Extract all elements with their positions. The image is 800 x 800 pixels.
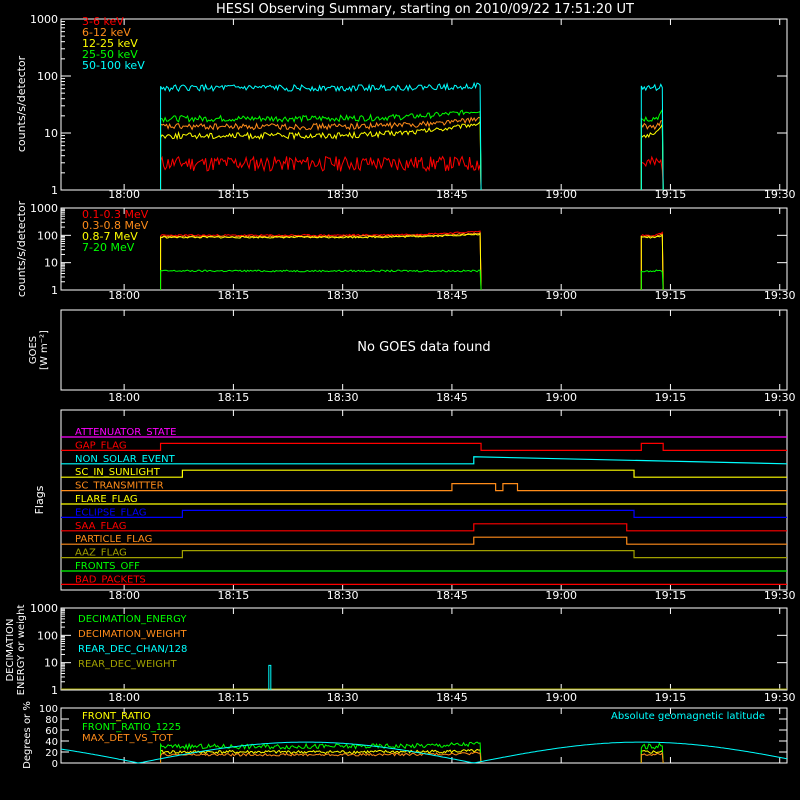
x-tick-label: 19:00 — [545, 188, 578, 201]
series-line-50-100-kev — [641, 84, 663, 190]
x-tick-label: 18:15 — [217, 289, 250, 302]
x-tick-label: 18:15 — [217, 589, 250, 602]
x-tick-label: 19:00 — [545, 589, 578, 602]
y-tick-label: 100 — [37, 629, 58, 643]
flag-line — [61, 551, 787, 558]
y-axis-label: counts/s/detector — [15, 55, 28, 153]
y-axis-label-units: [W m⁻²] — [39, 330, 50, 370]
x-tick-label: 19:15 — [654, 691, 687, 704]
panel-frame-0 — [61, 19, 787, 190]
x-tick-label: 19:15 — [654, 188, 687, 201]
legend-entry: 3-6 keV — [82, 15, 124, 28]
y-tick-label: 80 — [45, 715, 58, 726]
series-line-0-8-7-mev — [641, 235, 663, 290]
legend-entry: FRONT_RATIO — [82, 711, 151, 722]
series-line-0-1-0-3-mev — [641, 232, 663, 290]
y-tick-label: 60 — [45, 726, 58, 737]
x-tick-label: 18:15 — [217, 188, 250, 201]
flag-label: NON_SOLAR_EVENT — [75, 453, 175, 465]
flag-line — [61, 443, 787, 450]
series-line-7-20-mev — [161, 270, 482, 290]
series-line-7-20-mev — [641, 270, 663, 290]
x-tick-label: 19:30 — [763, 188, 796, 201]
y-tick-label: 1 — [51, 684, 58, 697]
y-axis-label: GOES — [28, 335, 39, 365]
x-tick-label: 18:45 — [436, 289, 468, 302]
legend-entry: REAR_DEC_WEIGHT — [78, 659, 177, 670]
y-tick-label: 10 — [44, 656, 58, 670]
y-tick-label: 10 — [44, 127, 58, 140]
series-line-max-det-vs-tot — [641, 753, 663, 763]
y-tick-label: 20 — [45, 748, 58, 759]
axes — [30, 13, 796, 770]
y-tick-label: 1 — [51, 284, 58, 297]
flag-line — [61, 470, 787, 477]
annotation-geomagnetic-latitude: Absolute geomagnetic latitude — [611, 711, 765, 722]
legend-entry: REAR_DEC_CHAN/128 — [78, 644, 188, 655]
flag-label: FLARE_FLAG — [75, 494, 138, 505]
y-axis-label: DECIMATION — [5, 618, 16, 682]
x-tick-label: 19:15 — [654, 589, 687, 602]
legend-entry: 50-100 keV — [82, 59, 145, 72]
x-tick-label: 18:00 — [108, 391, 140, 404]
x-tick-label: 19:15 — [654, 391, 687, 404]
x-tick-label: 19:30 — [763, 691, 796, 704]
x-tick-label: 18:30 — [326, 188, 359, 201]
legend-entry: 0.8-7 MeV — [82, 230, 138, 243]
series-line-0-3-0-8-mev — [641, 234, 663, 290]
series-line-25-50-kev — [641, 110, 663, 190]
y-axis-label: counts/s/detector — [15, 200, 28, 298]
legend-entry: 25-50 keV — [82, 48, 138, 61]
flag-label: AAZ_FLAG — [75, 547, 127, 559]
figure-title: HESSI Observing Summary, starting on 2010/09/22 17:51:20 UT — [216, 2, 634, 17]
x-tick-label: 19:30 — [763, 289, 796, 302]
flag-line — [61, 510, 787, 517]
series-line-3-6-kev — [641, 157, 663, 190]
x-tick-label: 19:30 — [763, 391, 796, 404]
series-line-6-12-kev — [641, 121, 663, 190]
flag-label: SC_IN_SUNLIGHT — [75, 467, 160, 479]
x-tick-label: 19:15 — [654, 289, 687, 302]
x-tick-label: 18:00 — [108, 691, 140, 704]
legend-entry: DECIMATION_WEIGHT — [78, 629, 187, 640]
y-tick-label: 1000 — [30, 602, 58, 615]
y-axis-label: Degrees or % — [22, 701, 33, 769]
flag-line — [61, 537, 787, 544]
legend-entry: 0.3-0.8 MeV — [82, 219, 149, 232]
legend-entry: 7-20 MeV — [82, 241, 135, 254]
series-line-0-1-0-3-mev — [161, 231, 482, 290]
legend-entry: MAX_DET_VS_TOT — [82, 733, 173, 744]
x-tick-label: 18:30 — [326, 589, 359, 602]
y-tick-label: 10 — [44, 256, 58, 270]
x-tick-label: 19:00 — [545, 691, 578, 704]
flag-label: GAP_FLAG — [75, 440, 127, 452]
legend-entry: 0.1-0.3 MeV — [82, 208, 149, 221]
legend-entry: FRONT_RATIO_1225 — [82, 722, 182, 733]
y-tick-label: 1 — [51, 184, 58, 197]
series-line-6-12-kev — [161, 117, 482, 190]
series-line-rear-dec-chan — [269, 665, 271, 690]
series-line-front-ratio — [641, 751, 663, 764]
y-tick-label: 100 — [37, 70, 58, 83]
y-axis-label-2: ENERGY or weight — [16, 604, 27, 696]
flag-label: ECLIPSE_FLAG — [75, 507, 147, 519]
x-tick-label: 18:45 — [436, 589, 468, 602]
flag-label: PARTICLE_FLAG — [75, 534, 153, 546]
x-tick-label: 18:00 — [108, 188, 140, 201]
goes-no-data-message: No GOES data found — [357, 340, 491, 355]
y-tick-label: 100 — [38, 704, 58, 715]
x-tick-label: 18:45 — [436, 188, 468, 201]
x-tick-label: 18:00 — [108, 289, 140, 302]
series-line-25-50-kev — [161, 110, 482, 190]
x-tick-label: 18:15 — [217, 391, 250, 404]
x-tick-label: 19:00 — [545, 391, 578, 404]
legend-entry: 12-25 keV — [82, 37, 138, 50]
series-line-max-det-vs-tot — [161, 752, 482, 763]
series-line-0-8-7-mev — [161, 234, 482, 290]
series-line-3-6-kev — [161, 156, 482, 190]
legend-entry: 6-12 keV — [82, 26, 131, 39]
series-line-0-3-0-8-mev — [161, 233, 482, 290]
y-tick-label: 0 — [51, 759, 58, 770]
panel-frame-1 — [61, 208, 787, 290]
x-tick-label: 19:00 — [545, 289, 578, 302]
x-tick-label: 18:00 — [108, 589, 140, 602]
flag-label: ATTENUATOR_STATE — [75, 427, 177, 438]
flag-label: FRONTS_OFF — [75, 561, 140, 572]
x-tick-label: 18:15 — [217, 691, 250, 704]
x-tick-label: 19:30 — [763, 589, 796, 602]
x-tick-label: 18:45 — [436, 391, 468, 404]
x-tick-label: 18:30 — [326, 691, 359, 704]
y-axis-label: Flags — [33, 485, 46, 515]
x-tick-label: 18:30 — [326, 289, 359, 302]
y-tick-label: 1000 — [30, 13, 58, 26]
series-line-12-25-kev — [161, 121, 482, 190]
flag-line — [61, 484, 787, 491]
flag-label: SAA_FLAG — [75, 520, 127, 532]
y-tick-label: 40 — [45, 737, 58, 748]
x-tick-label: 18:45 — [436, 691, 468, 704]
legend-entry: DECIMATION_ENERGY — [78, 614, 187, 625]
y-tick-label: 1000 — [30, 202, 58, 215]
flag-label: SC_TRANSMITTER — [75, 480, 164, 492]
y-tick-label: 100 — [37, 229, 58, 243]
flag-label: BAD_PACKETS — [75, 574, 146, 586]
flag-line — [61, 524, 787, 531]
x-tick-label: 18:30 — [326, 391, 359, 404]
